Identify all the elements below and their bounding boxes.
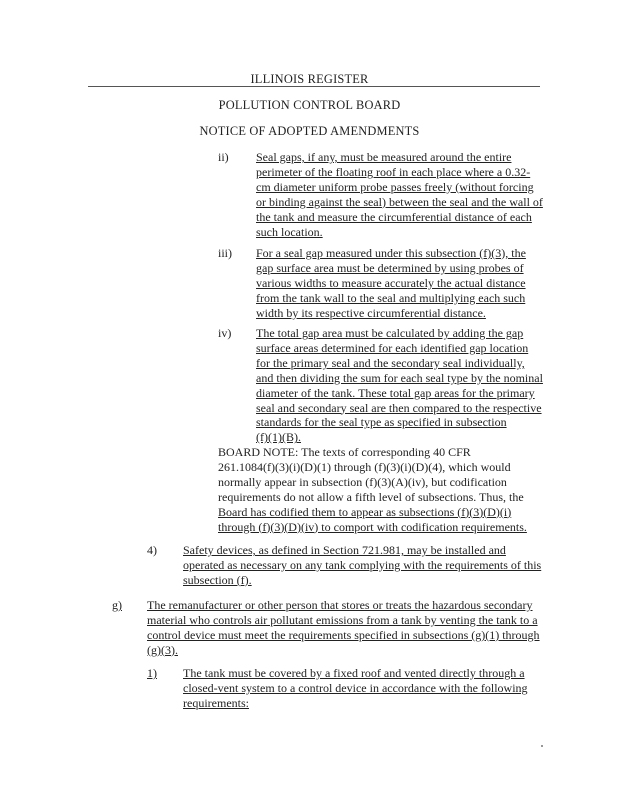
text-line: The remanufacturer or other person that stores or treats the hazardous secondary: [147, 598, 533, 612]
text-line: material who controls air pollutant emissions from a tank by venting the tank to a: [147, 612, 538, 627]
item-iii-marker: iii): [218, 246, 232, 260]
text-line: for the primary seal and the secondary seal individually,: [256, 355, 525, 370]
text-line: from the tank wall to the seal and multiplying each such: [256, 290, 526, 305]
text-line: various widths to measure accurately the actual distance: [256, 275, 526, 290]
item-g-marker: g): [112, 598, 122, 612]
text-line: requirements:: [183, 695, 249, 710]
text-line: such location.: [256, 224, 323, 239]
item-1-text: [183, 666, 528, 711]
text-line: and then dividing the sum for each seal type by the nominal: [256, 370, 543, 385]
text-line: requirements do not allow a fifth level of subsections. Thus, the: [218, 489, 524, 504]
text-line: subsection (f).: [183, 572, 252, 587]
text-line: gap surface area must be determined by using probes of: [256, 260, 524, 275]
item-iv-text: [256, 326, 543, 445]
text-line: closed-vent system to a control device in accordance with the following: [183, 680, 528, 695]
item-ii-text: [256, 150, 543, 239]
item-4-text: [183, 543, 541, 588]
text-line: through (f)(3)(D)(iv) to comport with codification requirements.: [218, 519, 527, 534]
item-iv-marker: iv): [218, 326, 232, 340]
item-4-marker: 4): [147, 543, 157, 557]
board-note: [218, 445, 527, 534]
text-line: surface areas determined for each identified gap location: [256, 340, 529, 355]
text-line: width by its respective circumferential distance.: [256, 305, 486, 320]
text-line: BOARD NOTE: The texts of corresponding 40 CFR: [218, 445, 471, 459]
text-line: seal and secondary seal are then compared to the respective: [256, 400, 542, 415]
text-line: diameter of the tank. These total gap areas for the primary: [256, 385, 535, 400]
page-speck: [541, 745, 543, 747]
text-line: (f)(1)(B).: [256, 430, 301, 445]
item-ii-marker: ii): [218, 150, 229, 164]
item-1-marker: 1): [147, 666, 157, 680]
text-line: control device must meet the requirements specified in subsections (g)(1) through: [147, 627, 540, 642]
text-line: The tank must be covered by a fixed roof and vented directly through a: [183, 666, 525, 680]
text-line: perimeter of the floating roof in each place where a 0.32-: [256, 164, 531, 179]
board-title: POLLUTION CONTROL BOARD: [218, 98, 401, 112]
text-line: normally appear in subsection (f)(3)(A)(iv), but codification: [218, 474, 507, 489]
register-title: ILLINOIS REGISTER: [250, 72, 369, 86]
text-line: Safety devices, as defined in Section 721.981, may be installed and: [183, 543, 506, 557]
notice-title: NOTICE OF ADOPTED AMENDMENTS: [199, 124, 420, 138]
text-line: For a seal gap measured under this subsection (f)(3), the: [256, 246, 526, 260]
text-line: 261.1084(f)(3)(i)(D)(1) through (f)(3)(i)(D)(4), which would: [218, 459, 511, 474]
text-line: cm diameter uniform probe passes freely (without forcing: [256, 179, 534, 194]
text-line: Seal gaps, if any, must be measured around the entire: [256, 150, 512, 164]
item-g-text: [147, 598, 540, 658]
text-line: standards for the seal type as specified in subsection: [256, 415, 507, 430]
item-iii-text: [256, 246, 526, 321]
text-line: operated as necessary on any tank complying with the requirements of this: [183, 557, 542, 572]
text-line: Board has codified them to appear as subsections (f)(3)(D)(i): [218, 504, 512, 519]
text-line: (g)(3).: [147, 642, 178, 657]
text-line: the tank and measure the circumferential distance of each: [256, 209, 532, 224]
text-line: or binding against the seal) between the seal and the wall of: [256, 194, 543, 209]
text-line: The total gap area must be calculated by adding the gap: [256, 326, 524, 340]
